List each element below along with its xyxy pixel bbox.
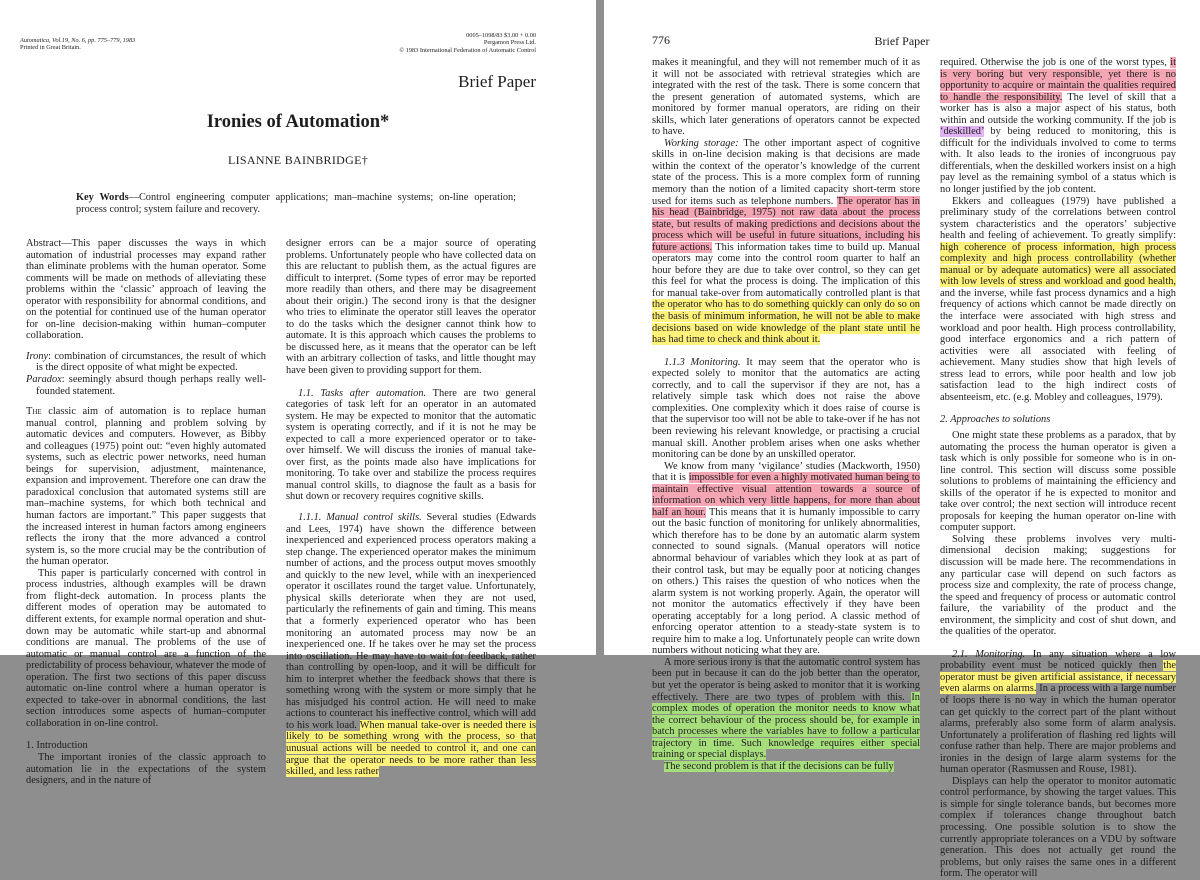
- journal-citation: [20, 37, 280, 52]
- key-words-label: Key Words: [76, 192, 129, 203]
- section-1-1-text: There are two general categories of task left for an operator in an automated system. He may be expected to monitor that the automatic system is operating correctly, and if it is not he may be expected to call a more experienced operator or to take-over himself. We will discuss the ironies of manual take-over first, as the points made also have implications for monitoring. To take over and stabilize the process requires manual control skills, to diagnose the fault as a basis for shut down or recovery requires cognitive skills.: [286, 387, 537, 503]
- right-page: [604, 0, 1200, 880]
- paradox-text: : seemingly absurd though perhaps really well-founded statement.: [36, 374, 266, 397]
- running-head: Brief Paper: [874, 34, 930, 48]
- section-1-text: The important ironies of the classic approach to automation lie in the expectations of the system designers, and in the nature of: [26, 751, 266, 787]
- section-1-heading: 1. Introduction: [26, 740, 88, 752]
- working-storage-heading: Working storage:: [664, 137, 739, 149]
- intro-lead-word: The: [26, 406, 42, 418]
- paper-title: Ironies of Automation*: [206, 112, 390, 132]
- section-2-1-rest: In a process with a large number of loops there is no way in which the human operator can get quickly to the correct part of the plant without alarms, preferably also some form of alarm analysis. Unfortunately a proliferation of flashing red lights will confuse rather than help. There are major problems and ironies in the design of large alarm systems for the human operator (Rasmussen and Rouse, 1981).: [940, 683, 1176, 776]
- job-text: required. Otherwise the job is one of the worst types,: [940, 57, 1167, 68]
- vigilance-rest: This means that it is humanly impossible to carry out the basic function of monitoring for unlikely abnormalities, which therefore has to be done by an automatic alarm system connected to sound signals. (Manual operators will notice abnormal behaviour of variables which they look at as part of their control task, but may be equally poor at noticing changes on others.) This raises the question of who notices when the alarm system is not working properly. Again, the operator will not monitor the automatics effectively if they have been operating acceptably for a long period. A classic method of enforcing operator attention to a steady-state system is to require him to make a log. Unfortunately people can write down numbers without noticing what they are.: [652, 506, 920, 657]
- journal-line-1: Automatica, Vol.19, No. 6, pp. 775–779, 1983: [20, 37, 136, 44]
- designer-errors-paragraph: designer errors can be a major source of operating problems. Unfortunately people who have collected data on this are reluctant to publish them, as the actual figures are difficult to interpret. (Some types of error may be reported more readily than others, and there may be disagreement about their origin.) The second irony is that the designer who tries to eliminate the operator still leaves the operator to do the tasks which the designer cannot think how to automate. It is this approach which causes the problems to be discussed here, as it means that the operator can be left with an arbitrary collection of tasks, and little thought may have been given to providing support for them.: [286, 238, 536, 377]
- paradox-label: Paradox: [26, 374, 62, 386]
- right-column-1: [652, 57, 920, 772]
- working-storage-rest: This information takes time to build up. Manual operators may come into the control room quarter to half an hour before they are due to take over control, so they can get this feel for what the process is doing. The implication of this for manual take-over from automatically controlled plant is that: [652, 241, 920, 299]
- second-problem-text: The second problem is that if the decisions can be fully: [664, 760, 894, 772]
- boring-job-highlight: it is very boring but very responsible, yet there is no opportunity to acquire or maintain the qualities required to handle the responsibility.: [940, 57, 1176, 103]
- working-storage-text: The other important aspect of cognitive skills in on-line decision making is that decisions are made within the context of the operator’s knowledge of the current state of the process. This is a more complex form of running memory than the notion of a limited capacity short-term store used for items such as telephone numbers.: [652, 137, 920, 207]
- key-words-text: —Control engineering computer applications; man–machine systems; on-line operation; process control; system failure and recovery.: [76, 192, 516, 215]
- section-1-1-1-text: Several studies (Edwards and Lees, 1974) have shown the difference between inexperienced and experienced process operators making a step change. The experienced operator makes the minimum number of actions, and the process output moves smoothly and quickly to the new level, while with an inexperienced operator it oscillates round the target value. Unfortunately, physical skills deteriorate when they are not used, particularly the refinements of gain and timing. This means that a formerly experienced operator who has been monitoring an automated process may now be an inexperienced one. If he takes over he may set the process into oscillation. He may have to wait for feedback, rather than controlling by open-loop, and it will be difficult for him to interpret whether the feedback shows that there is something wrong with the system or more simply that he has misjudged his control action. He will need to make actions to counteract his ineffective control, which will add to his work load.: [286, 512, 536, 731]
- section-2-heading: 2. Approaches to solutions: [940, 414, 1051, 426]
- artificial-assistance-highlight: the operator must be given artificial assistance, if necessary even alarms on alarms.: [940, 660, 1176, 695]
- right-column-2: [940, 57, 1176, 880]
- complex-modes-highlight: In complex modes of operation the monitor needs to know what the correct behaviour of the process should be, for example in batch processes where the variables have to follow a particular trajectory in time. Such knowledge requires either special training or special displays.: [652, 691, 920, 761]
- vigilance-highlight: impossible for even a highly motivated human being to maintain effective visual attention towards a source of information on which very little happens, for more than about half an hour.: [652, 472, 920, 518]
- ekkers-text: Ekkers and colleagues (1979) have published a preliminary study of the correlations between control system characteristics and the operators’ subjective health and feeling of achievement. To greatly simplify:: [940, 195, 1176, 242]
- left-page: [0, 0, 596, 787]
- intro-paragraph-1: classic aim of automation is to replace human manual control, planning and problem solving by automatic devices and computers. However, as Bibby and colleagues (1975) point out: “even highly automated systems, such as electric power networks, need human beings for supervision, adjustment, maintenance, expansion and improvement. Therefore one can draw the paradoxical conclusion that automated systems still are man–machine systems, for which both technical and human factors are important.” This paper suggests that the increased interest in human factors among engineers reflects the irony that the more advanced a control system is, so the more crucial may be the contribution of the human operator.: [26, 406, 266, 568]
- abstract-label: Abstract: [26, 238, 62, 249]
- copyright-block: [300, 32, 536, 54]
- issn-line: 0005–1098/83 $3.00 + 0.00: [466, 32, 536, 39]
- manual-takeover-highlight: When manual take-over is needed there is likely to be something wrong with the process, so that unusual actions will be needed to control it, and one can argue that the operator needs to be more rather than less skilled, and less rather: [286, 719, 536, 778]
- ekkers-rest: and the inverse, while fast process dynamics and a high frequency of actions which cannot be made directly on the interface were associated with high stress and workload and poor health. High process controllability, good interface ergonomics and a rich pattern of activities were all associated with feeling of achievement. Many studies show that high levels of stress lead to errors, while poor health and low job satisfaction lead to the high indirect costs of absenteeism, etc. (e.g. Mobley and colleagues, 1979).: [940, 287, 1176, 403]
- serious-irony-text: A more serious irony is that the automatic control system has been put in because it can do the job better than the operator, but yet the operator is being asked to monitor that it is working effectively. There are two types of problem with this.: [652, 656, 920, 703]
- section-label: Brief Paper: [458, 72, 536, 91]
- journal-line-2: Printed in Great Britain.: [20, 44, 81, 52]
- intro-paragraph-2: This paper is particularly concerned with control in process industries, although examples will be drawn from flight-deck automation. In process plants the different modes of operation may be automated to different extents, for example normal operation and shut-down may be automatic while start-up and abnormal conditions are manual. The problems of the use of automatic or manual control are a function of the predictability of process behaviour, whatever the mode of operation. The first two sections of this paper discuss automatic on-line control where a human operator is expected to take-over in abnormal conditions, the last section introduces some aspects of human–computer collaboration in on-line control.: [26, 567, 266, 729]
- section-1-1-heading: 1.1. Tasks after automation.: [298, 387, 427, 399]
- key-words: [76, 192, 516, 215]
- deskilled-rest: by being reduced to monitoring, this is difficult for the individuals involved to come to terms with. It also leads to the ironies of incongruous pay differentials, when the deskilled workers insist on a high pay level as the remaining symbol of a status which is no longer justified by the job content.: [940, 126, 1176, 196]
- copyright-line: © 1983 International Federation of Automatic Control: [399, 46, 536, 54]
- section-2-paragraph-1: One might state these problems as a paradox, that by automating the process the human operator is given a task which is only possible for someone who is in on-line control. This section will discuss some possible solutions to problems of maintaining the efficiency and skills of the operator if he is expected to monitor and take over control; the next section will introduce recent proposals for keeping the human operator on-line with computer support.: [940, 429, 1176, 534]
- deskilled-highlight: ‘deskilled’: [940, 126, 984, 138]
- left-column-2: [286, 238, 536, 778]
- operator-head-highlight: The operator has in his head (Bainbridge, 1975) not raw data about the process state, but results of making predictions and decisions about the process which will be useful in future situations, including his future actions.: [652, 195, 921, 253]
- monitoring-heading: 1.1.3 Monitoring.: [664, 356, 741, 368]
- abstract-text: —This paper discusses the ways in which automation of industrial processes may expand rather than eliminate problems with the human operator. Some comments will be made on methods of alleviating these problems within the ‘classic’ approach of leaving the operator with responsibility for abnormal conditions, and on the potential for continued use of the human operator for on-line decision-making within human–computer collaboration.: [26, 238, 266, 342]
- section-1-1-1-heading: 1.1.1. Manual control skills.: [298, 512, 422, 524]
- section-2-paragraph-2: Solving these problems involves very multi-dimensional decision making; suggestions for discussion will be made here. The recommendations in any particular case will depend on such factors as process size and complexity, the rate of process change, the speed and frequency of process or automatic control failure, the variability of the product and the environment, the simplicity and cost of shut down, and the qualities of the operator.: [940, 533, 1176, 638]
- author-name: LISANNE BAINBRIDGE†: [227, 153, 369, 167]
- displays-paragraph: Displays can help the operator to monitor automatic control performance, by showing the target values. This is simple for single tolerance bands, but becomes more complex if tolerances change throughout batch processing. One possible solution is to show the currently appropriate tolerances on a VDU by software generation. This does not actually get round the problems, but only raises the same ones in a different form. The operator will: [940, 775, 1176, 880]
- coherence-highlight: high coherence of process information, high process complexity and high process controllability (whether manual or by adequate automatics) were all associated with low levels of stress and workload and good health,: [940, 241, 1176, 288]
- section-2-1-heading: 2.1. Monitoring.: [952, 648, 1026, 660]
- section-2-1-text: In any situation where a low probability event must be noticed quickly then: [940, 648, 1176, 672]
- vigilance-text: We know from many ‘vigilance’ studies (Mackworth, 1950) that it is: [652, 460, 920, 484]
- publisher-line: Pergamon Press Ltd.: [483, 39, 536, 47]
- left-column-1: [26, 238, 266, 787]
- quick-action-highlight: the operator who has to do something quickly can only do so on the basis of minimum information, he will not be able to make decisions based on wide knowledge of the plant state until he has had time to check and think about it.: [652, 299, 920, 346]
- skills-paragraph: makes it meaningful, and they will not remember much of it as it will not be associated with retrieval strategies which are integrated with the rest of the task. There is some concern that the present generation of automated systems, which are monitored by former manual operators, are riding on their skills, which later generations of operators cannot be expected to have.: [652, 57, 920, 138]
- monitoring-text: It may seem that the operator who is expected solely to monitor that the automatics are acting correctly, and to call the supervisor if they are not, has a relatively simple task which does not raise the above complexities. One complexity which it does raise of course is that the supervisor too will not be able to take-over if he has not been reviewing his relevant knowledge, or practising a crucial manual skill. Another problem arises when one asks whether monitoring can be done by an unskilled operator.: [652, 356, 920, 461]
- page-number: 776: [652, 33, 670, 47]
- irony-text: : combination of circumstances, the result of which is the direct opposite of what might be expected.: [36, 350, 266, 374]
- irony-label: Irony: [26, 350, 49, 362]
- status-text: The level of skill that a worker has is also a major aspect of his status, both within and outside the working community. If the job is: [940, 91, 1176, 126]
